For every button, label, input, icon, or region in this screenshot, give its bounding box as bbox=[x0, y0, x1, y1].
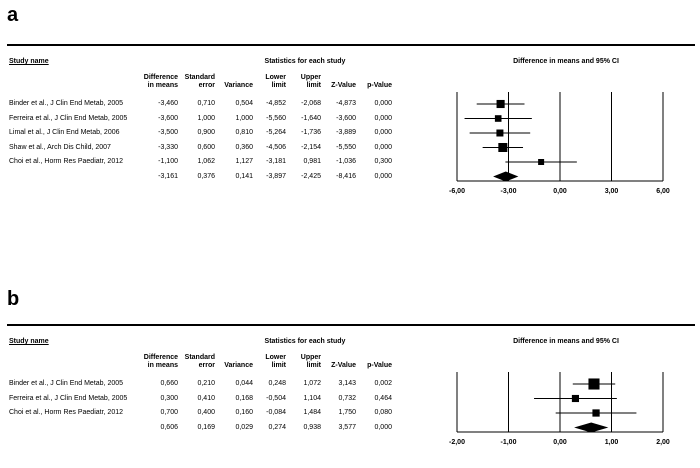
column-header-line1: Difference bbox=[143, 74, 178, 81]
stat-cell: 0,000 bbox=[374, 100, 392, 107]
x-tick-label: 1,00 bbox=[604, 439, 619, 446]
summary-stat-cell: 3,577 bbox=[338, 423, 356, 431]
effect-size-marker bbox=[498, 143, 507, 152]
stat-cell: 0,504 bbox=[235, 100, 253, 107]
stat-cell: -1,736 bbox=[301, 129, 321, 136]
effect-size-marker bbox=[588, 378, 599, 389]
study-name-cell: Ferreira et al., J Clin End Metab, 2005 bbox=[9, 394, 128, 402]
stat-cell: 0,700 bbox=[160, 409, 178, 416]
stat-cell: -4,873 bbox=[336, 100, 356, 107]
study-name-cell: Binder et al., J Clin End Metab, 2005 bbox=[9, 380, 124, 387]
x-tick-label: -2,00 bbox=[449, 439, 465, 446]
forest-plot-svg bbox=[445, 328, 690, 468]
study-name-cell: Limal et al., J Clin End Metab, 2006 bbox=[9, 129, 120, 136]
stat-cell: -1,036 bbox=[336, 158, 356, 165]
forest-plot-panel-b bbox=[0, 240, 700, 467]
column-header-line2: Z-Value bbox=[331, 82, 356, 89]
stat-cell: 0,210 bbox=[197, 380, 215, 387]
stat-cell: -1,640 bbox=[301, 114, 321, 122]
column-header-line2: limit bbox=[306, 362, 321, 369]
summary-stat-cell: 0,029 bbox=[235, 423, 253, 431]
top-rule bbox=[7, 324, 695, 326]
panel-label: b bbox=[7, 288, 20, 310]
study-name-cell: Shaw et al., Arch Dis Child, 2007 bbox=[9, 143, 111, 151]
column-header-line1: Lower bbox=[265, 74, 286, 81]
summary-stat-cell: 0,274 bbox=[268, 423, 286, 431]
plot-group-header: Difference in means and 95% CI bbox=[513, 338, 619, 345]
x-tick-label: 0,00 bbox=[553, 188, 567, 195]
stat-cell: 0,044 bbox=[235, 380, 253, 387]
forest-plot-panel-a bbox=[0, 0, 700, 230]
stat-cell: 0,710 bbox=[197, 100, 215, 107]
column-header-line2: error bbox=[198, 362, 215, 369]
effect-size-marker bbox=[496, 130, 503, 137]
study-name-cell: Ferreira et al., J Clin End Metab, 2005 bbox=[9, 114, 128, 122]
stat-cell: 1,000 bbox=[197, 114, 215, 122]
stat-cell: 1,000 bbox=[235, 114, 253, 122]
column-header-line1: Difference bbox=[143, 354, 178, 361]
stat-cell: -3,889 bbox=[336, 129, 356, 136]
stat-cell: 1,062 bbox=[197, 158, 215, 165]
study-name-cell: Choi et al., Horm Res Paediatr, 2012 bbox=[9, 409, 124, 416]
stat-cell: -3,500 bbox=[158, 129, 178, 136]
stat-cell: 0,600 bbox=[197, 143, 215, 151]
summary-stat-cell: 0,376 bbox=[197, 172, 215, 180]
summary-stat-cell: -8,416 bbox=[336, 172, 356, 180]
column-header-line1: Upper bbox=[300, 74, 321, 81]
statistics-group-header: Statistics for each study bbox=[264, 338, 346, 345]
summary-stat-cell: 0,938 bbox=[303, 423, 321, 431]
stat-cell: 0,660 bbox=[160, 380, 178, 387]
x-tick-label: 0,00 bbox=[553, 439, 567, 446]
summary-stat-cell: 0,606 bbox=[160, 423, 178, 431]
column-header-line2: p-Value bbox=[367, 82, 392, 89]
stat-cell: 0,400 bbox=[197, 409, 215, 416]
stat-cell: 1,127 bbox=[235, 158, 253, 165]
summary-stat-cell: 0,141 bbox=[235, 172, 253, 180]
plot-group-header: Difference in means and 95% CI bbox=[513, 58, 619, 65]
stat-cell: 1,484 bbox=[303, 409, 321, 416]
stat-cell: -5,560 bbox=[266, 114, 286, 122]
stat-cell: 0,168 bbox=[235, 394, 253, 402]
statistics-group-header: Statistics for each study bbox=[264, 58, 346, 65]
column-header-line2: limit bbox=[271, 82, 286, 89]
column-header-line2: Variance bbox=[224, 82, 253, 89]
stat-cell: 0,410 bbox=[197, 394, 215, 402]
column-header-line1: Standard bbox=[184, 354, 215, 361]
column-header-line1: Standard bbox=[184, 74, 215, 81]
stat-cell: 0,981 bbox=[303, 158, 321, 165]
column-header-line2: error bbox=[198, 82, 215, 89]
x-tick-label: -6,00 bbox=[449, 188, 465, 195]
summary-stat-cell: -3,161 bbox=[158, 172, 178, 180]
stat-cell: -1,100 bbox=[158, 158, 178, 165]
column-header-line2: p-Value bbox=[367, 362, 392, 369]
column-header-line1: Lower bbox=[265, 354, 286, 361]
stat-cell: 1,750 bbox=[338, 409, 356, 416]
forest-plot-svg bbox=[445, 48, 690, 218]
stat-cell: 0,000 bbox=[374, 129, 392, 136]
stat-cell: 0,160 bbox=[235, 409, 253, 416]
stat-cell: -0,084 bbox=[266, 409, 286, 416]
top-rule bbox=[7, 44, 695, 46]
x-tick-label: -1,00 bbox=[500, 439, 517, 446]
panel-label: a bbox=[7, 4, 19, 26]
column-header-line2: Variance bbox=[224, 362, 253, 369]
column-header-line2: Z-Value bbox=[331, 362, 356, 369]
stat-cell: -3,330 bbox=[158, 143, 178, 151]
column-header-line2: in means bbox=[147, 362, 178, 369]
stat-cell: -3,600 bbox=[158, 114, 178, 122]
summary-stat-cell: 0,000 bbox=[374, 172, 392, 180]
stat-cell: -4,852 bbox=[266, 100, 286, 107]
effect-size-marker bbox=[572, 395, 579, 402]
stat-cell: 1,104 bbox=[303, 394, 321, 402]
stat-cell: 0,300 bbox=[160, 394, 178, 402]
study-name-header: Study name bbox=[9, 58, 49, 65]
stat-cell: -2,154 bbox=[301, 143, 321, 151]
effect-size-marker bbox=[497, 100, 505, 108]
column-header-line2: limit bbox=[271, 362, 286, 369]
x-tick-label: 2,00 bbox=[656, 439, 670, 446]
stat-cell: -3,181 bbox=[266, 158, 286, 165]
summary-stat-cell: -3,897 bbox=[266, 172, 286, 180]
study-name-header: Study name bbox=[9, 338, 49, 345]
stat-cell: 3,143 bbox=[338, 380, 356, 387]
stat-cell: 1,072 bbox=[303, 380, 321, 387]
stat-cell: -3,460 bbox=[158, 100, 178, 107]
stat-cell: -5,264 bbox=[266, 129, 286, 136]
stat-cell: 0,900 bbox=[197, 129, 215, 136]
stat-cell: 0,080 bbox=[374, 409, 392, 416]
summary-stat-cell: -2,425 bbox=[301, 172, 321, 180]
summary-stat-cell: 0,169 bbox=[197, 423, 215, 431]
stat-cell: 0,000 bbox=[374, 143, 392, 151]
stat-cell: -2,068 bbox=[301, 100, 321, 107]
study-name-cell: Choi et al., Horm Res Paediatr, 2012 bbox=[9, 158, 124, 165]
stat-cell: 0,732 bbox=[338, 394, 356, 402]
column-header-line1: Upper bbox=[300, 354, 321, 361]
summary-stat-cell: 0,000 bbox=[374, 423, 392, 431]
stat-cell: 0,002 bbox=[374, 380, 392, 387]
stat-cell: -4,506 bbox=[266, 143, 286, 151]
stat-cell: 0,464 bbox=[374, 394, 392, 402]
stat-cell: -5,550 bbox=[336, 143, 356, 151]
summary-diamond bbox=[493, 172, 518, 182]
stat-cell: 0,300 bbox=[374, 158, 392, 165]
study-name-cell: Binder et al., J Clin End Metab, 2005 bbox=[9, 100, 124, 107]
stat-cell: -3,600 bbox=[336, 114, 356, 122]
effect-size-marker bbox=[592, 409, 599, 416]
x-tick-label: 3,00 bbox=[604, 188, 619, 195]
effect-size-marker bbox=[538, 159, 544, 165]
effect-size-marker bbox=[495, 115, 502, 122]
column-header-line2: in means bbox=[147, 82, 178, 89]
stat-cell: 0,000 bbox=[374, 114, 392, 122]
stat-cell: 0,360 bbox=[235, 143, 253, 151]
summary-diamond bbox=[574, 423, 608, 433]
x-tick-label: 6,00 bbox=[656, 188, 670, 195]
stat-cell: -0,504 bbox=[266, 394, 286, 402]
stat-cell: 0,248 bbox=[268, 380, 286, 387]
column-header-line2: limit bbox=[306, 82, 321, 89]
stat-cell: 0,810 bbox=[235, 129, 253, 136]
x-tick-label: -3,00 bbox=[500, 188, 517, 195]
